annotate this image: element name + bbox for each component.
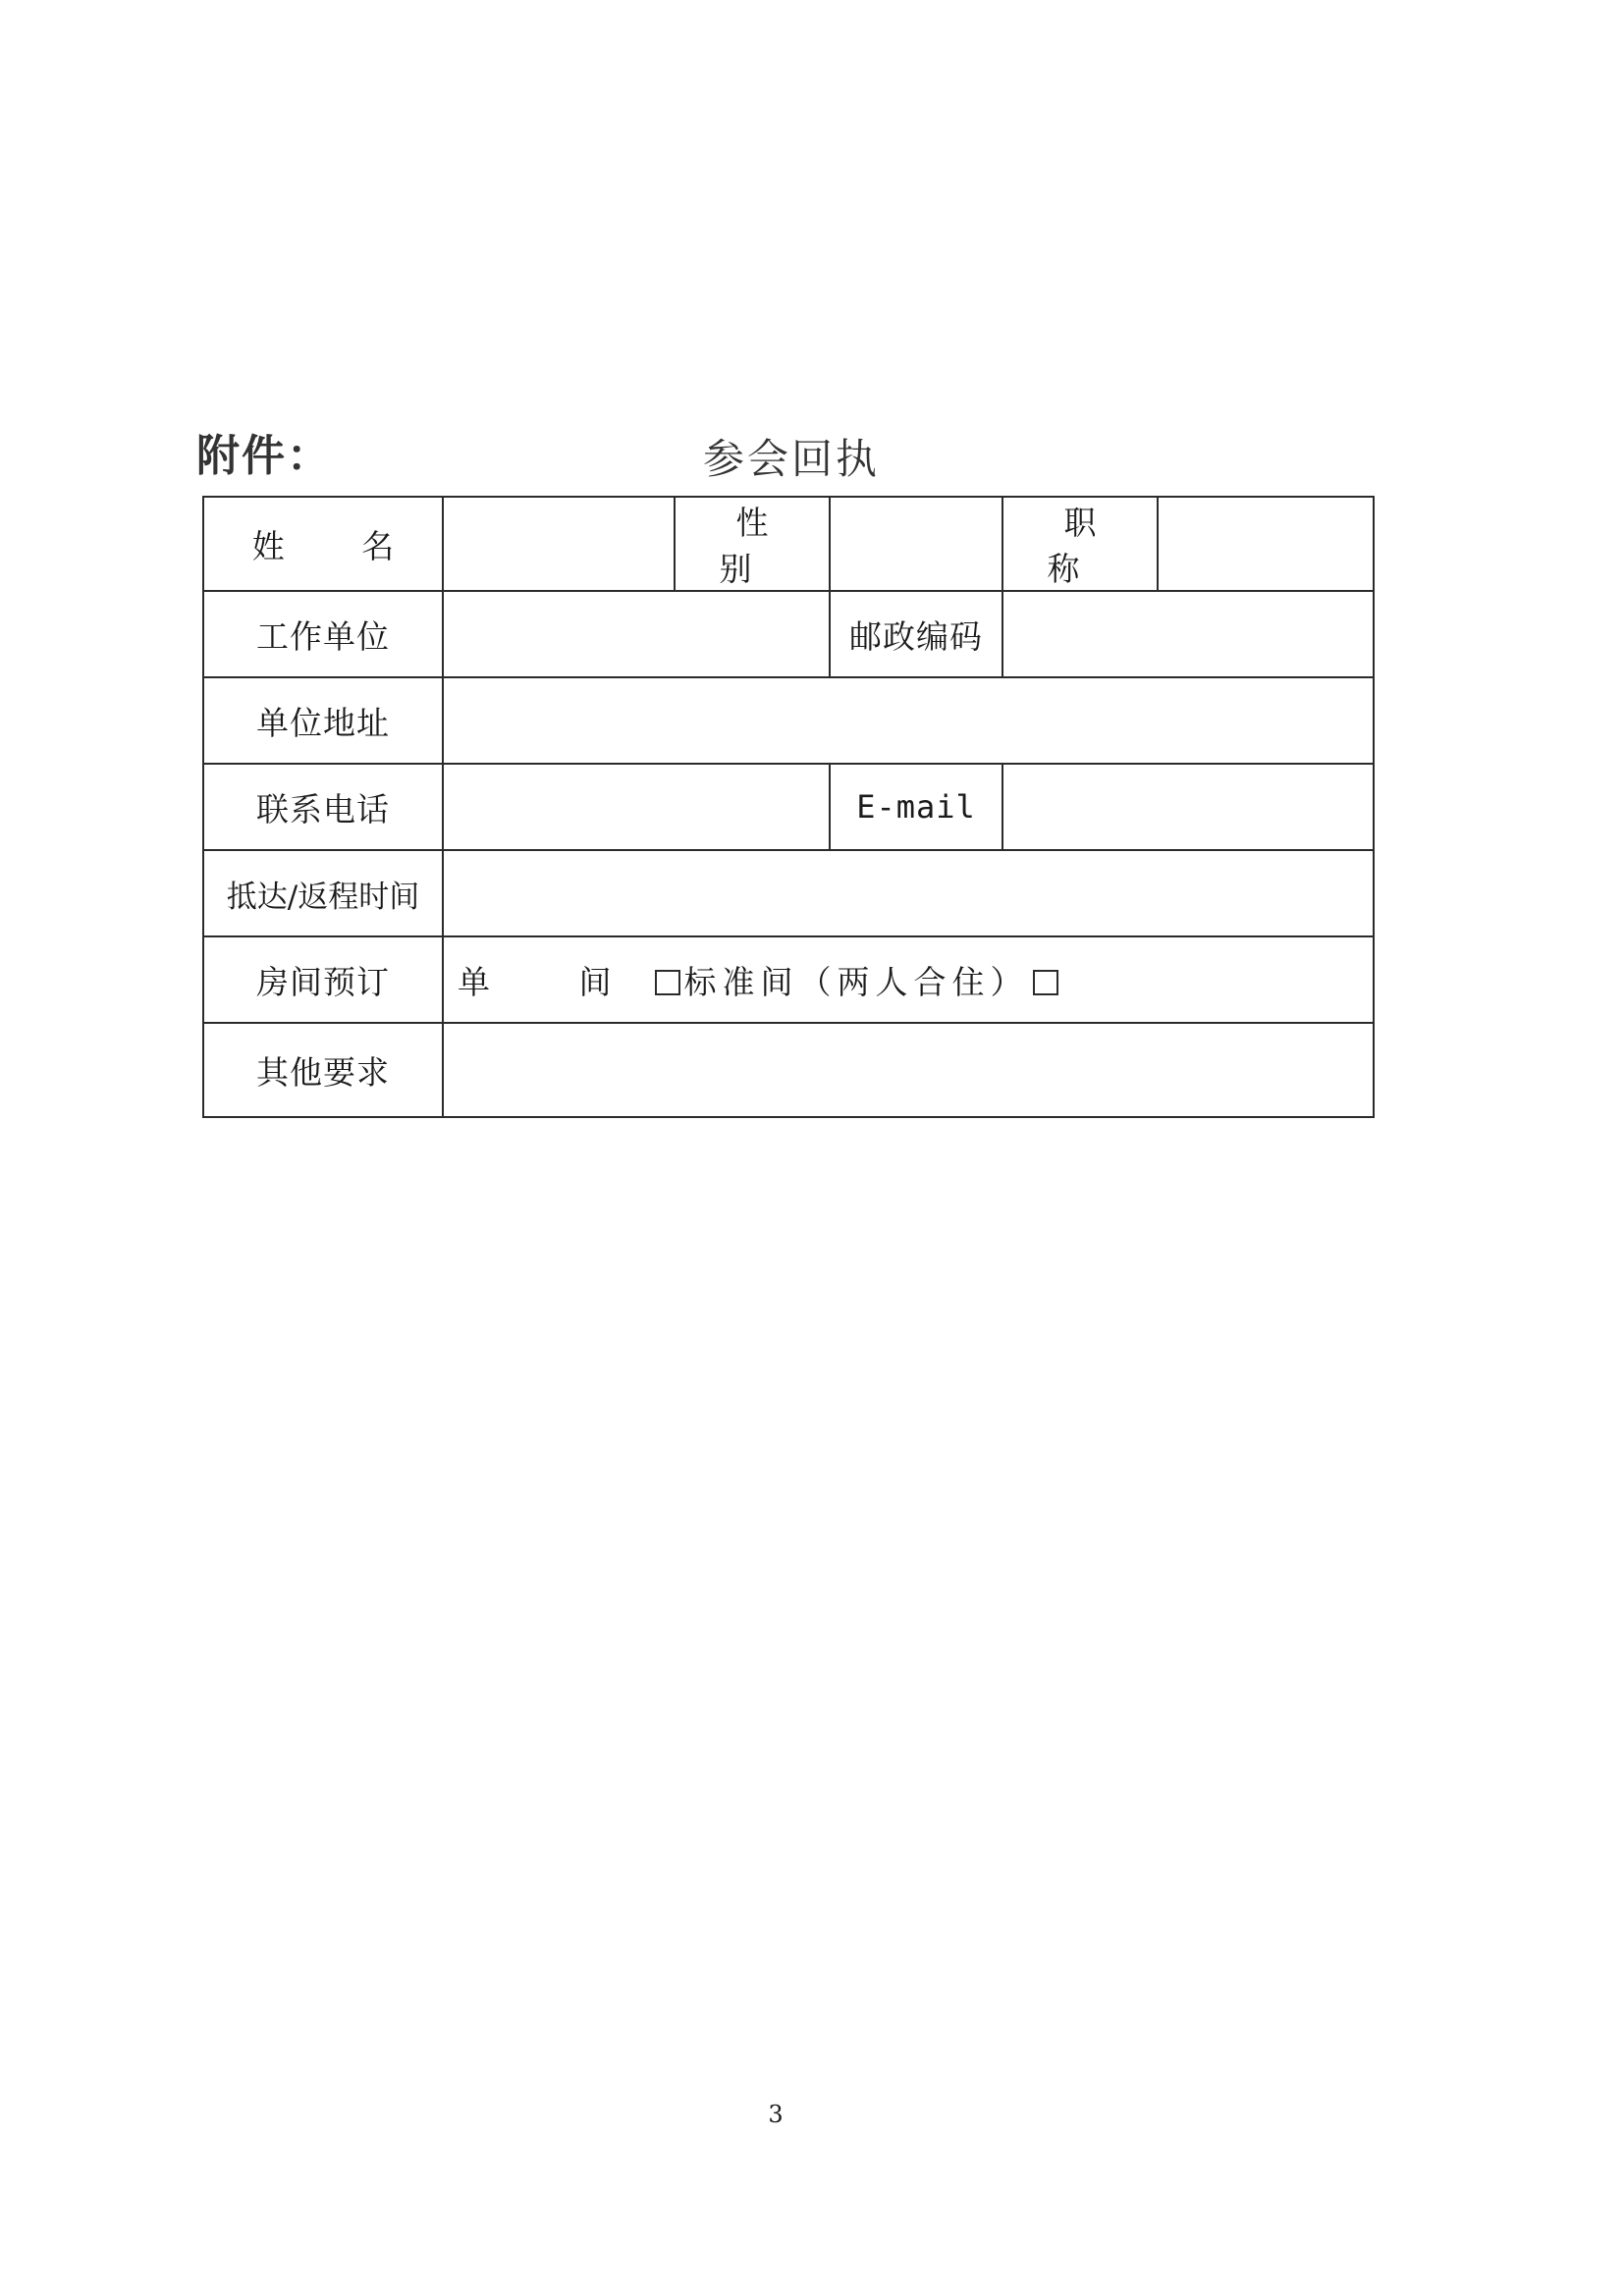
employer-field[interactable] xyxy=(443,591,830,677)
other-requests-field[interactable] xyxy=(443,1023,1374,1117)
email-field[interactable] xyxy=(1002,764,1374,850)
standard-room-checkbox[interactable] xyxy=(1033,970,1058,995)
table-row xyxy=(203,591,1374,677)
name-field[interactable] xyxy=(443,497,675,591)
table-row xyxy=(203,850,1374,936)
address-field[interactable] xyxy=(443,677,1374,764)
standard-room-label: 标准间（两人合住） xyxy=(683,962,1029,1001)
attachment-label: 附件： xyxy=(196,431,332,481)
email-label: E-mail xyxy=(830,764,1002,850)
gender-label: 性 别 xyxy=(675,497,830,591)
page-number: 3 xyxy=(768,2101,784,2128)
room-booking-label: 房间预订 xyxy=(203,936,443,1023)
travel-time-label: 抵达/返程时间 xyxy=(203,850,443,936)
registration-table xyxy=(202,496,1375,1118)
address-label: 单位地址 xyxy=(203,677,443,764)
postcode-label: 邮政编码 xyxy=(830,591,1002,677)
single-room-label: 单 间 xyxy=(458,962,651,1001)
table-row xyxy=(203,497,1374,591)
room-options xyxy=(443,936,1374,1023)
table-row xyxy=(203,1023,1374,1117)
phone-label: 联系电话 xyxy=(203,764,443,850)
table-row xyxy=(203,936,1374,1023)
travel-time-field[interactable] xyxy=(443,850,1374,936)
job-title-field[interactable] xyxy=(1158,497,1374,591)
gender-field[interactable] xyxy=(830,497,1002,591)
phone-field[interactable] xyxy=(443,764,830,850)
postcode-field[interactable] xyxy=(1002,591,1374,677)
table-row xyxy=(203,764,1374,850)
table-row xyxy=(203,677,1374,764)
name-label: 姓 名 xyxy=(203,497,443,591)
employer-label: 工作单位 xyxy=(203,591,443,677)
single-room-checkbox[interactable] xyxy=(655,970,680,995)
job-title-label: 职 称 xyxy=(1002,497,1158,591)
page-title: 参会回执 xyxy=(703,435,881,483)
other-requests-label: 其他要求 xyxy=(203,1023,443,1117)
